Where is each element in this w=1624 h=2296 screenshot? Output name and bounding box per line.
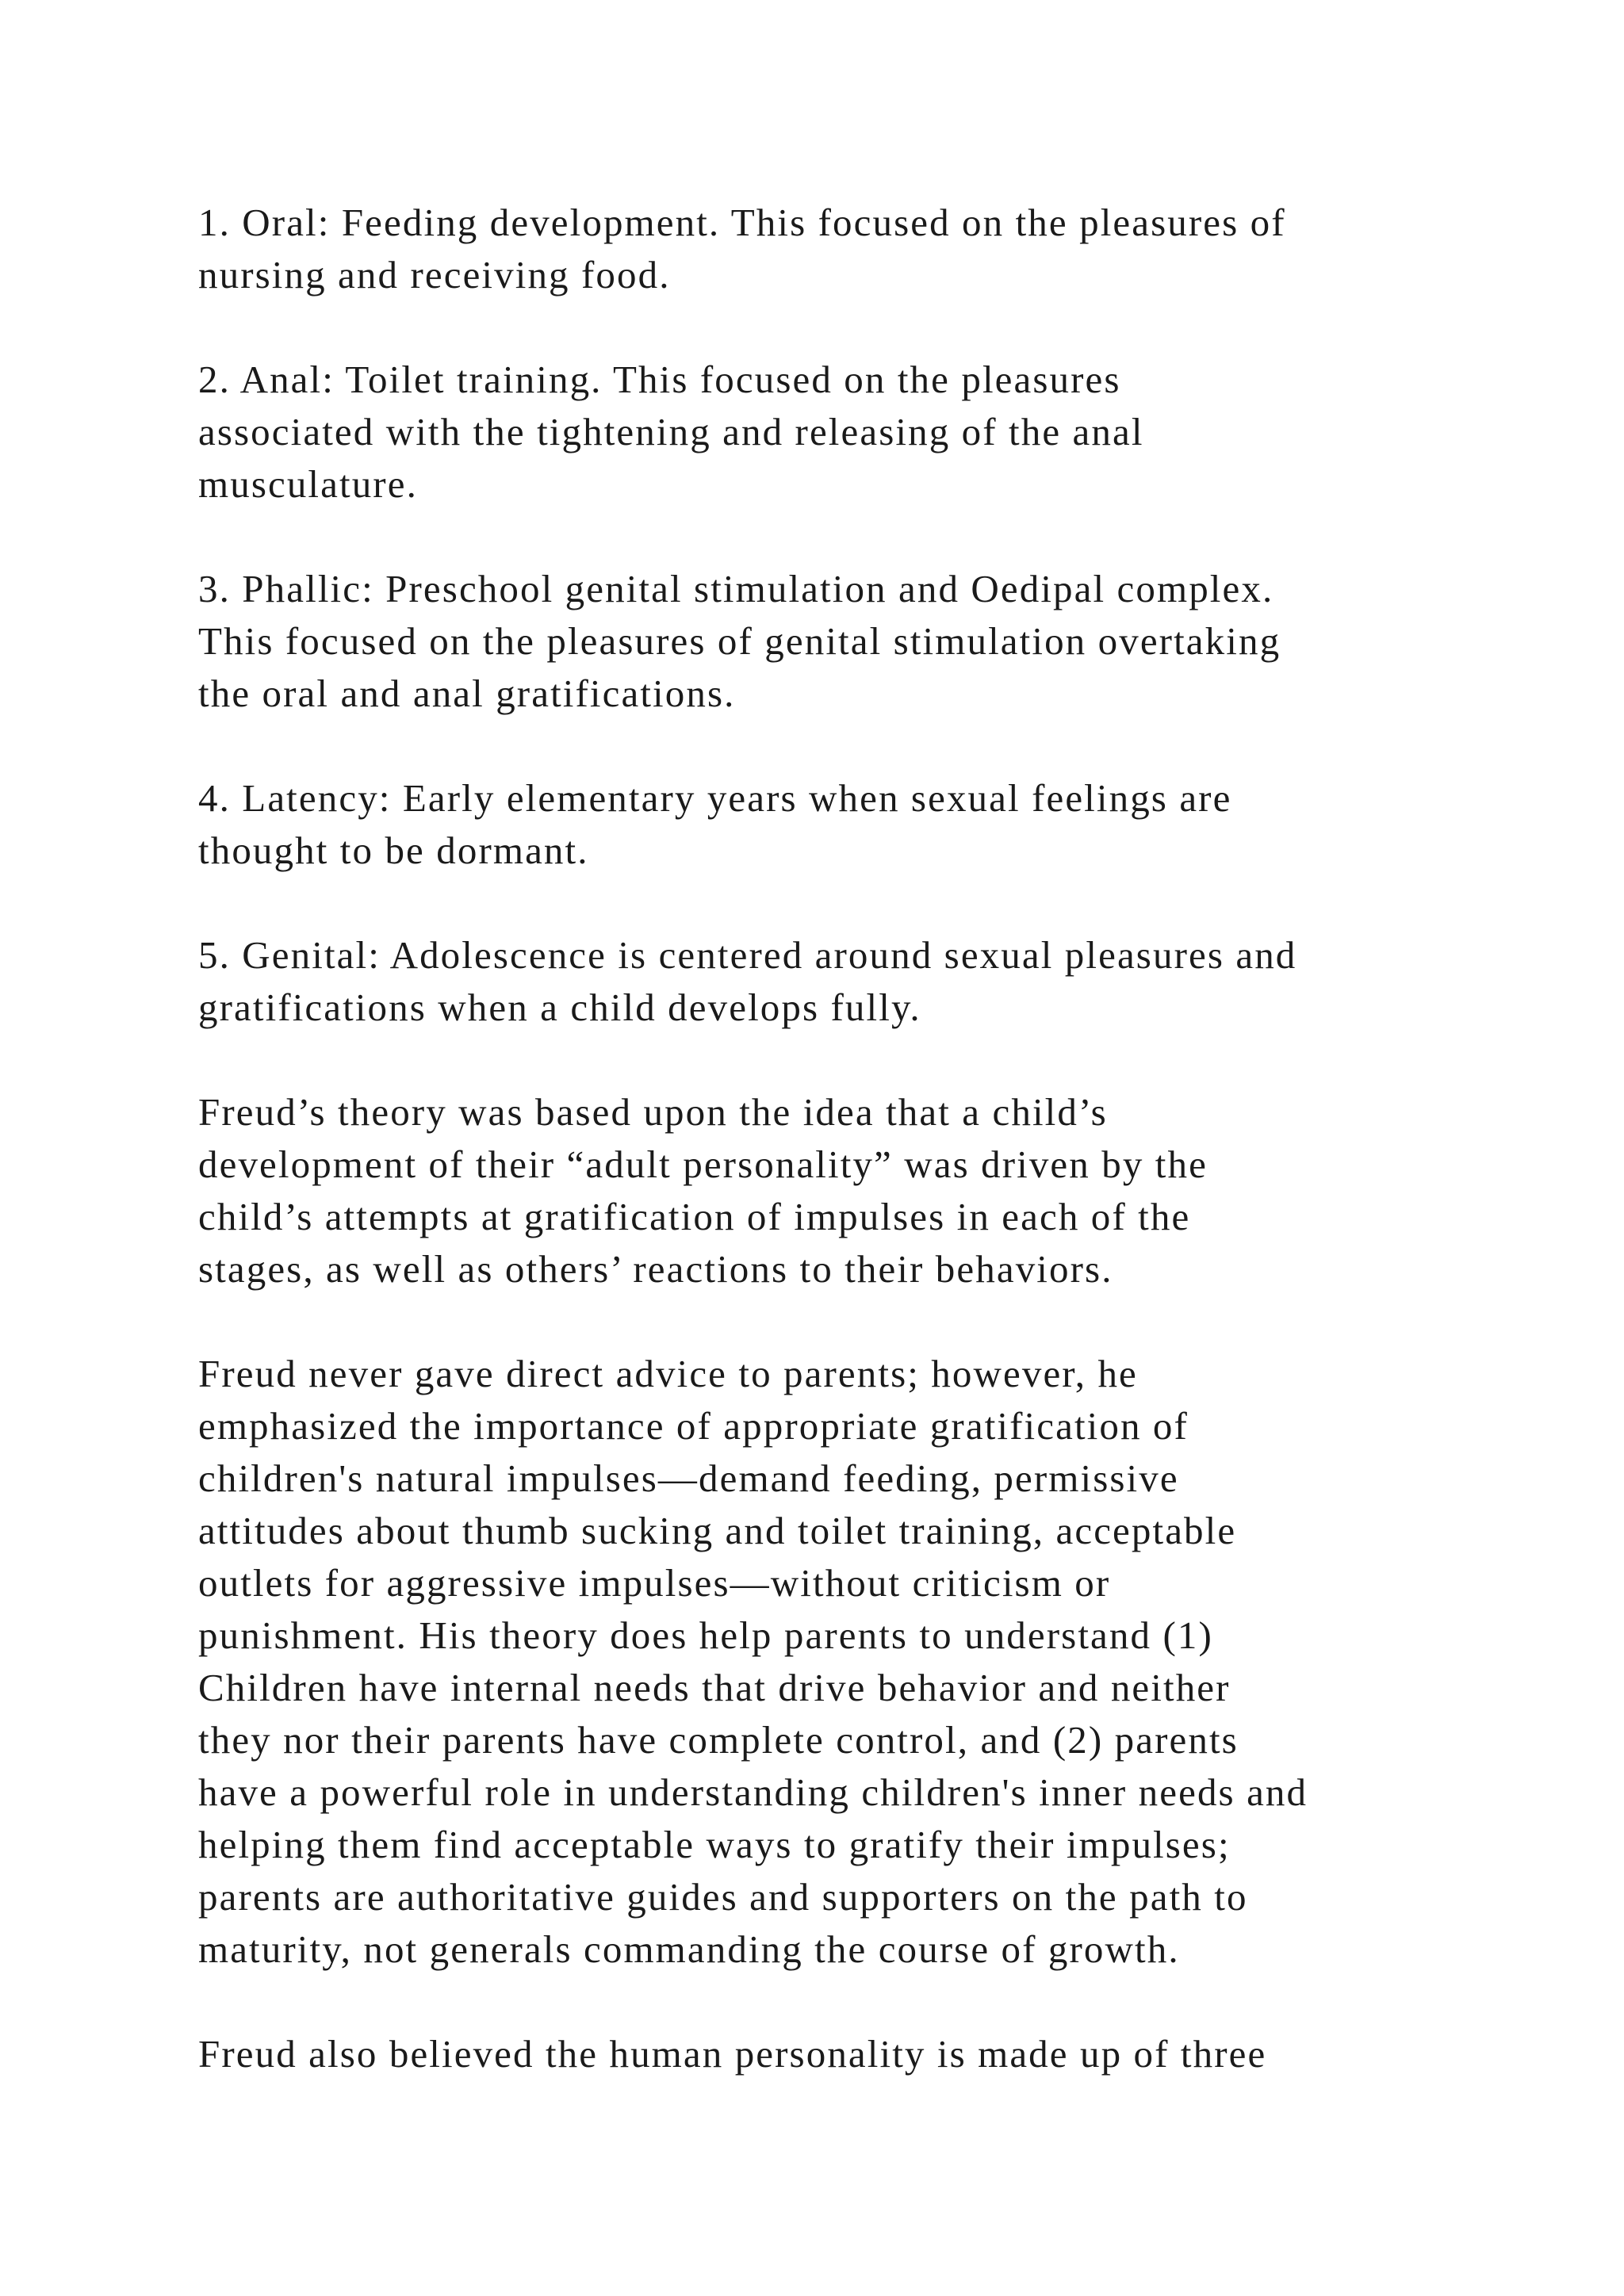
paragraph-stage-phallic: 3. Phallic: Preschool genital stimulation and Oedipal complex. This focused on the pleasures of genital stimulation overtaking the oral and anal gratifications. [198,567,1281,715]
paragraph-stage-oral: 1. Oral: Feeding development. This focused on the pleasures of nursing and receiving food. [198,201,1286,297]
paragraph-parenting-advice: Freud never gave direct advice to parents; however, he emphasized the importance of appropriate gratification of children's natural impulses—demand feeding, permissive attitudes about thumb sucking and toilet training, acceptable outlets for aggressive impulses—without criticism or punishment. His theory does help parents to understand (1) Children have internal needs that drive behavior and neither they nor their parents have complete control, and (2) parents have a powerful role in understanding children's inner needs and helping them find acceptable ways to gratify their impulses; parents are authoritative guides and supporters on the path to maturity, not generals commanding the course of growth. [198,1352,1308,1971]
paragraph-stage-latency: 4. Latency: Early elementary years when sexual feelings are thought to be dormant. [198,776,1232,872]
paragraph-theory-basis: Freud’s theory was based upon the idea that a child’s development of their “adult personality” was driven by the child’s attempts at gratification of impulses in each of the stages, as well as others’ reactions to their behaviors. [198,1090,1208,1291]
paragraph-stage-anal: 2. Anal: Toilet training. This focused on the pleasures associated with the tightening and releasing of the anal musculature. [198,358,1144,506]
paragraph-stage-genital: 5. Genital: Adolescence is centered around sexual pleasures and gratifications when a child develops fully. [198,933,1297,1029]
document-page [198,197,1499,2133]
paragraph-personality-intro: Freud also believed the human personality is made up of three [198,2032,1267,2076]
